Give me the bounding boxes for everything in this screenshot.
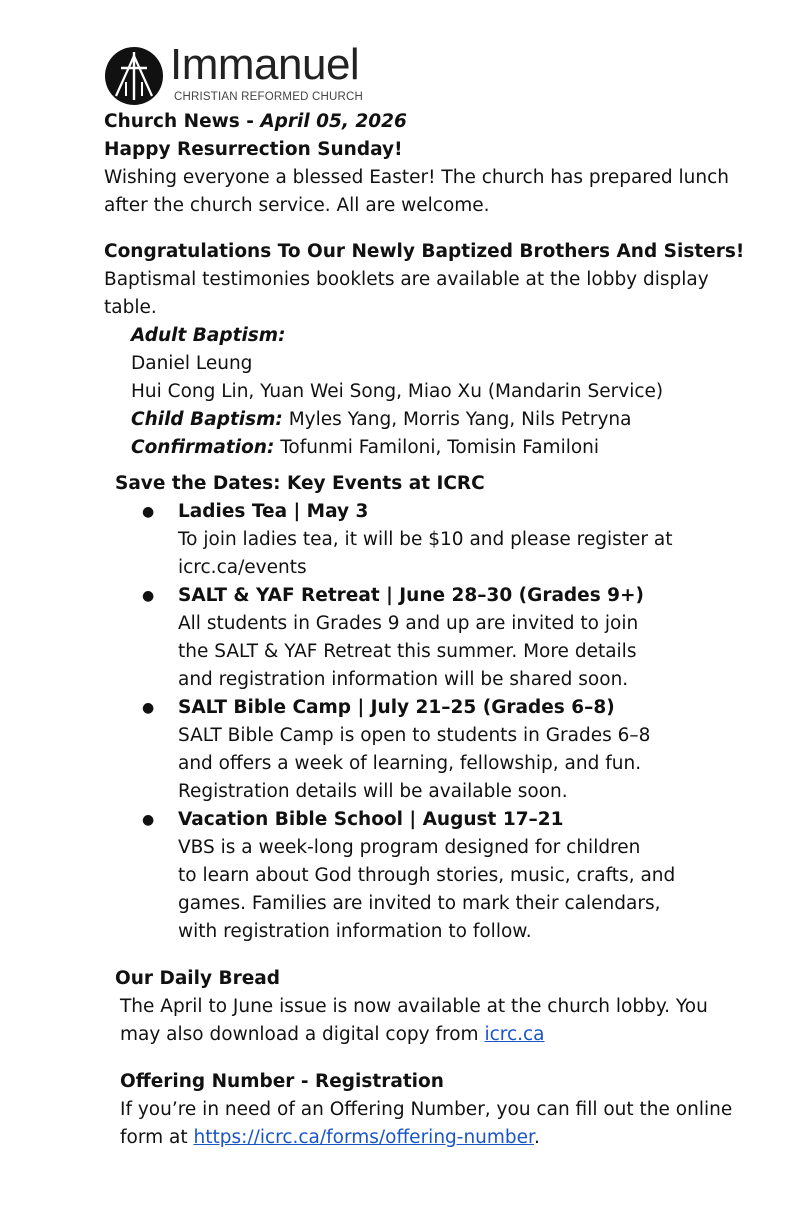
baptism-line-1: Baptismal testimonies booklets are available at the lobby display (104, 269, 709, 290)
event-line: with registration information to follow. (178, 921, 532, 942)
events-title: Save the Dates: Key Events at ICRC (115, 473, 485, 494)
event-item (104, 694, 744, 806)
event-title: Ladies Tea | May 3 (178, 501, 369, 522)
icrc-link[interactable]: icrc.ca (484, 1024, 545, 1045)
news-date: April 05, 2026 (260, 111, 407, 132)
newsletter-content (104, 108, 744, 1152)
adult-baptism-label: Adult Baptism: (131, 325, 286, 346)
easter-line-1: Wishing everyone a blessed Easter! The church has prepared lunch (104, 167, 729, 188)
event-line: Registration details will be available soon. (178, 781, 568, 802)
daily-bread-title: Our Daily Bread (115, 968, 280, 989)
event-line: games. Families are invited to mark their calendars, (178, 893, 661, 914)
child-baptism-label: Child Baptism: (131, 409, 283, 430)
adult-baptism-names-2: Hui Cong Lin, Yuan Wei Song, Miao Xu (Mandarin Service) (131, 381, 664, 402)
baptism-line-2: table. (104, 297, 157, 318)
event-line: and registration information will be shared soon. (178, 669, 629, 690)
easter-title: Happy Resurrection Sunday! (104, 139, 403, 160)
child-baptism-names: Myles Yang, Morris Yang, Nils Petryna (282, 409, 632, 430)
daily-bread-line-2 (120, 1021, 744, 1049)
offering-title: Offering Number - Registration (120, 1071, 444, 1092)
offering-line-2-suffix: . (533, 1127, 540, 1148)
adult-baptism-names-1: Daniel Leung (131, 353, 253, 374)
event-line: to learn about God through stories, music, crafts, and (178, 865, 676, 886)
event-line: icrc.ca/events (178, 557, 307, 578)
event-line: To join ladies tea, it will be $10 and please register at (178, 529, 673, 550)
offering-line-1: If you’re in need of an Offering Number, you can fill out the online (120, 1099, 733, 1120)
bullet-icon: ● (142, 700, 155, 716)
logo-name: Immanuel (170, 40, 360, 89)
news-heading-prefix: Church News - (104, 111, 261, 132)
bullet-icon: ● (142, 812, 155, 828)
confirmation-row (104, 434, 744, 462)
church-emblem-icon (104, 46, 164, 106)
confirmation-label: Confirmation: (131, 437, 275, 458)
confirmation-names: Tofunmi Familoni, Tomisin Familoni (274, 437, 600, 458)
baptism-title: Congratulations To Our Newly Baptized Brothers And Sisters! (104, 241, 745, 262)
event-title: SALT Bible Camp | July 21–25 (Grades 6–8) (178, 697, 615, 718)
easter-line-2: after the church service. All are welcome. (104, 195, 490, 216)
church-logo (104, 40, 404, 108)
offering-form-link[interactable]: https://icrc.ca/forms/offering-number (193, 1127, 534, 1148)
daily-bread-section (104, 965, 744, 1049)
child-baptism-row (104, 406, 744, 434)
event-line: VBS is a week-long program designed for children (178, 837, 641, 858)
offering-line-2 (120, 1124, 744, 1152)
event-title: SALT & YAF Retreat | June 28–30 (Grades 9+) (178, 585, 645, 606)
daily-bread-line-2-text: may also download a digital copy from (120, 1024, 485, 1045)
event-item (104, 806, 744, 946)
event-line: SALT Bible Camp is open to students in Grades 6–8 (178, 725, 651, 746)
event-item (104, 582, 744, 694)
daily-bread-line-1: The April to June issue is now available at the church lobby. You (120, 996, 708, 1017)
event-line: All students in Grades 9 and up are invited to join (178, 613, 639, 634)
bullet-icon: ● (142, 588, 155, 604)
events-list (104, 498, 744, 946)
news-heading (104, 108, 744, 136)
event-title: Vacation Bible School | August 17–21 (178, 809, 564, 830)
bullet-icon: ● (142, 504, 155, 520)
logo-subtitle: CHRISTIAN REFORMED CHURCH (174, 91, 363, 103)
event-line: the SALT & YAF Retreat this summer. More details (178, 641, 637, 662)
offering-line-2-prefix: form at (120, 1127, 194, 1148)
event-item (104, 498, 744, 582)
offering-section (104, 1068, 744, 1152)
event-line: and offers a week of learning, fellowship, and fun. (178, 753, 642, 774)
